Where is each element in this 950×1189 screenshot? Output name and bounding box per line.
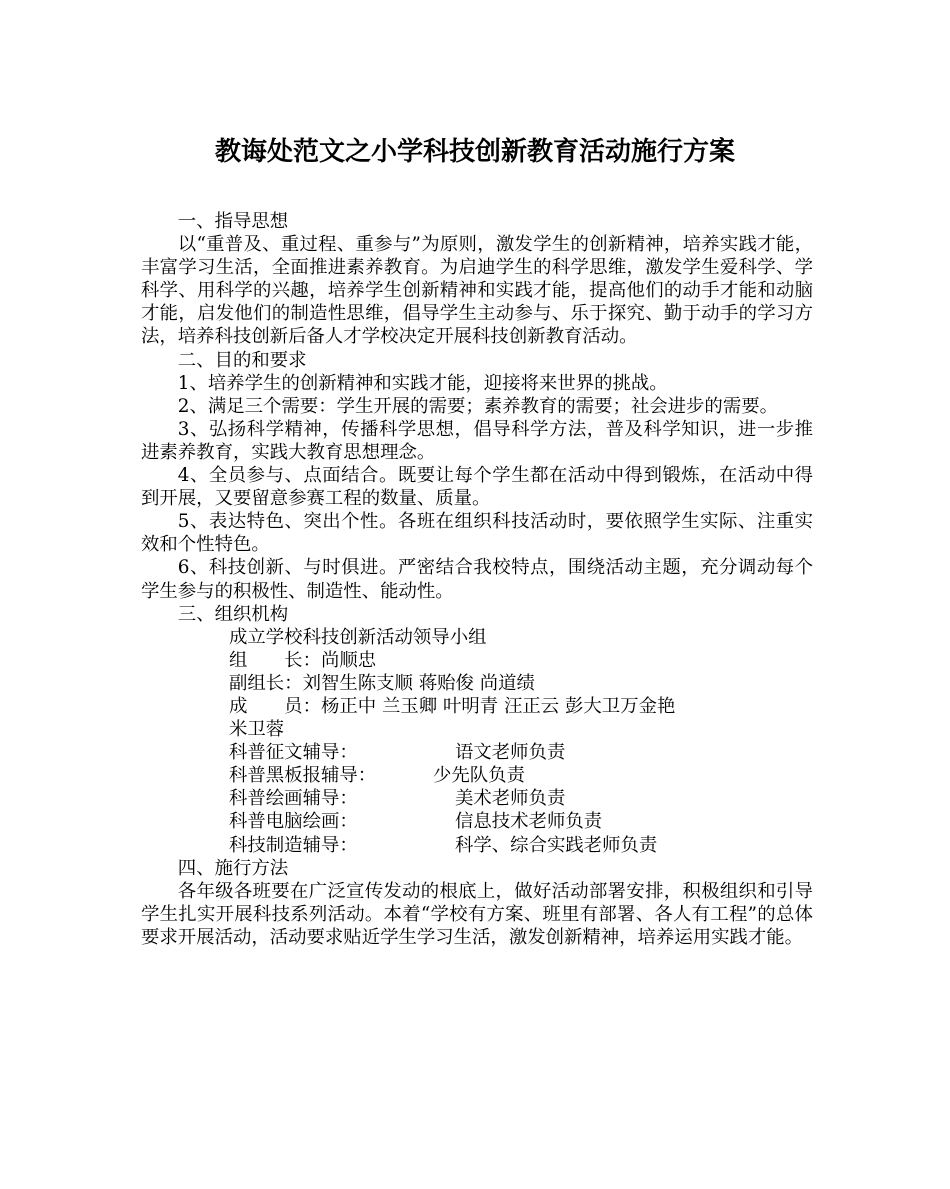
duty-row — [141, 810, 813, 833]
duty-label: 科技制造辅导： — [229, 834, 358, 856]
goal-item-1: 1、培养学生的创新精神和实践才能，迎接将来世界的挑战。 — [177, 372, 668, 394]
group-leader: 组 长：尚顺忠 — [229, 649, 377, 671]
duty-value: 语文老师负责 — [455, 742, 566, 764]
duty-value: 美术老师负责 — [455, 788, 566, 810]
goal-item-3: 3、弘扬科学精神，传播科学思想，倡导科学方法，普及科学知识，进一步推进素养教育，实践大教育思想理念。 — [141, 418, 813, 463]
group-members-continued: 米卫蓉 — [229, 719, 285, 741]
organization-intro: 成立学校科技创新活动领导小组 — [229, 626, 487, 648]
duty-row — [141, 764, 813, 787]
section-heading-organization: 三、组织机构 — [177, 603, 289, 625]
goal-item-2: 2、满足三个需要：学生开展的需要；素养教育的需要；社会进步的需要。 — [177, 395, 778, 417]
duty-row — [141, 741, 813, 764]
duty-label: 科普电脑绘画： — [229, 811, 358, 833]
duty-row — [141, 834, 813, 857]
group-deputy: 副组长：刘智生陈支顺 蒋贻俊 尚道绩 — [229, 672, 535, 694]
duty-label: 科普黑板报辅导： — [229, 765, 377, 787]
duty-value: 科学、综合实践老师负责 — [455, 834, 658, 856]
duty-value: 少先队负责 — [433, 765, 525, 787]
goal-item-5: 5、表达特色、突出个性。各班在组织科技活动时，要依照学生实际、注重实效和个性特色。 — [141, 511, 813, 556]
duty-label: 科普绘画辅导： — [229, 788, 358, 810]
goal-item-6: 6、科技创新、与时俱进。严密结合我校特点，围绕活动主题，充分调动每个学生参与的积极性、制造性、能动性。 — [141, 557, 813, 602]
duty-row — [141, 787, 813, 810]
paragraph-guiding-thought: 以“重普及、重过程、重参与”为原则，激发学生的创新精神，培养实践才能，丰富学习生活，全面推进素养教育。为启迪学生的科学思维，激发学生爱科学、学科学、用科学的兴趣，培养学生创新精神和实践才能，提高他们的动手才能和动脑才能，启发他们的制造性思维，倡导学生主动参与、乐于探究、勤于动手的学习方法，培养科技创新后备人才学校决定开展科技创新教育活动。 — [141, 234, 813, 348]
paragraph-methods: 各年级各班要在广泛宣传发动的根底上，做好活动部署安排，积极组织和引导学生扎实开展科技系列活动。本着“学校有方案、班里有部署、各人有工程”的总体要求开展活动，活动要求贴近学生学习生活，激发创新精神，培养运用实践才能。 — [141, 880, 813, 948]
group-members: 成 员：杨正中 兰玉卿 叶明青 汪正云 彭大卫万金艳 — [229, 695, 676, 717]
duty-value: 信息技术老师负责 — [455, 811, 603, 833]
duty-label: 科普征文辅导： — [229, 742, 358, 764]
document-body — [141, 210, 813, 949]
section-heading-goals: 二、目的和要求 — [177, 349, 307, 371]
section-heading-methods: 四、施行方法 — [177, 857, 289, 879]
document-title: 教诲处范文之小学科技创新教育活动施行方案 — [214, 137, 735, 167]
goal-item-4: 4、全员参与、点面结合。既要让每个学生都在活动中得到锻炼，在活动中得到开展，又要留意参赛工程的数量、质量。 — [141, 465, 813, 510]
section-heading-guiding-thought: 一、指导思想 — [177, 211, 289, 232]
